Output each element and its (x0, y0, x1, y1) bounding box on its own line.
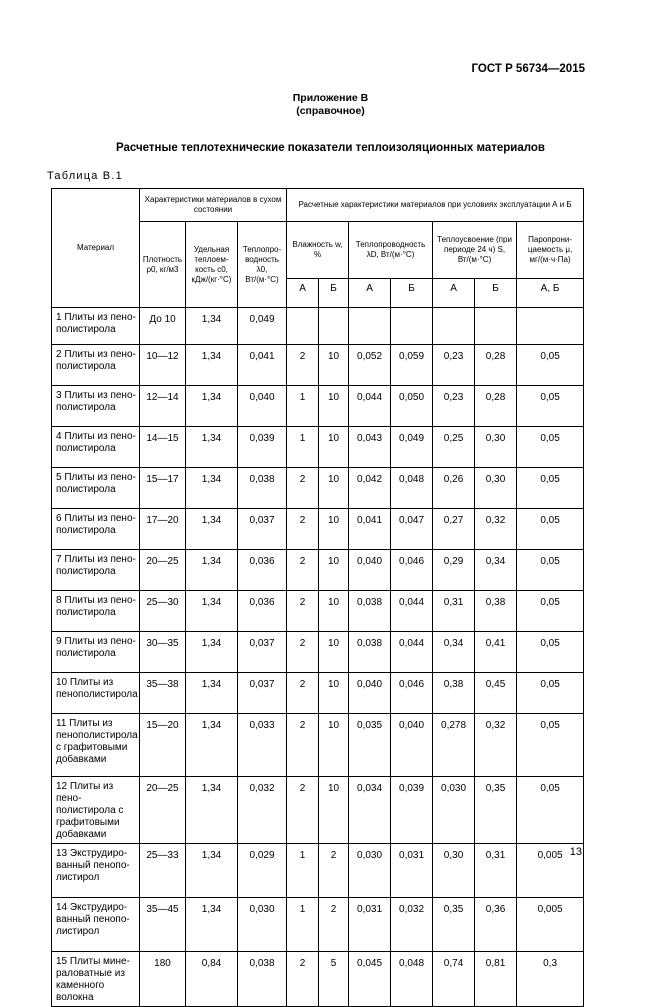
vapor-permeability-cell: 0,05 (517, 673, 584, 714)
conductivity-dry-cell: 0,036 (238, 550, 287, 591)
table-body (52, 308, 584, 1007)
header-conductivity: Теплопроводность λD, Вт/(м·°С) (349, 222, 433, 279)
density-cell: 25—33 (140, 844, 186, 898)
vapor-permeability-cell: 0,05 (517, 468, 584, 509)
density-cell: 20—25 (140, 777, 186, 844)
table-row (52, 952, 584, 1007)
absorption-b-cell: 0,32 (475, 714, 517, 777)
material-cell: 8 Плиты из пенополистирола (52, 591, 140, 632)
conductivity-b-cell: 0,050 (391, 386, 433, 427)
moisture-a-cell: 1 (287, 386, 319, 427)
absorption-b-cell: 0,34 (475, 550, 517, 591)
moisture-b-cell: 10 (319, 468, 349, 509)
moisture-a-cell: 2 (287, 632, 319, 673)
moisture-a-cell: 2 (287, 345, 319, 386)
moisture-a-cell: 2 (287, 509, 319, 550)
absorption-a-cell (433, 308, 475, 345)
sub-a: А (287, 279, 319, 308)
material-cell: 15 Плиты минераловатные из каменного волокна (52, 952, 140, 1007)
conductivity-b-cell: 0,049 (391, 427, 433, 468)
conductivity-b-cell: 0,040 (391, 714, 433, 777)
conductivity-a-cell: 0,040 (349, 673, 391, 714)
heat-capacity-cell: 1,34 (186, 777, 238, 844)
conductivity-dry-cell: 0,049 (238, 308, 287, 345)
table-row (52, 673, 584, 714)
heat-capacity-cell: 1,34 (186, 673, 238, 714)
conductivity-b-cell (391, 308, 433, 345)
heat-capacity-cell: 1,34 (186, 509, 238, 550)
heat-capacity-cell: 1,34 (186, 714, 238, 777)
absorption-b-cell: 0,38 (475, 591, 517, 632)
absorption-b-cell: 0,30 (475, 468, 517, 509)
appendix-heading (0, 92, 661, 118)
conductivity-a-cell: 0,042 (349, 468, 391, 509)
conductivity-a-cell: 0,034 (349, 777, 391, 844)
conductivity-a-cell: 0,031 (349, 898, 391, 952)
material-cell: 1 Плиты из пенополистирола (52, 308, 140, 345)
conductivity-a-cell: 0,030 (349, 844, 391, 898)
density-cell: 10—12 (140, 345, 186, 386)
conductivity-dry-cell: 0,038 (238, 952, 287, 1007)
moisture-b-cell: 10 (319, 345, 349, 386)
absorption-a-cell: 0,278 (433, 714, 475, 777)
moisture-a-cell: 2 (287, 591, 319, 632)
table-label: Таблица В.1 (47, 170, 123, 182)
vapor-permeability-cell: 0,05 (517, 345, 584, 386)
material-cell: 14 Экструдированный пенополистирол (52, 898, 140, 952)
conductivity-b-cell: 0,044 (391, 632, 433, 673)
moisture-b-cell: 10 (319, 714, 349, 777)
material-cell: 7 Плиты из пенополистирола (52, 550, 140, 591)
table-row (52, 386, 584, 427)
vapor-permeability-cell: 0,05 (517, 714, 584, 777)
heat-capacity-cell: 1,34 (186, 345, 238, 386)
conductivity-dry-cell: 0,032 (238, 777, 287, 844)
sub-a: А (349, 279, 391, 308)
table-row (52, 844, 584, 898)
absorption-b-cell (475, 308, 517, 345)
material-cell: 11 Плиты из пенополистирола с графитовыми добавками (52, 714, 140, 777)
absorption-a-cell: 0,30 (433, 844, 475, 898)
density-cell: 15—17 (140, 468, 186, 509)
moisture-b-cell: 10 (319, 673, 349, 714)
absorption-a-cell: 0,26 (433, 468, 475, 509)
heat-capacity-cell: 0,84 (186, 952, 238, 1007)
table-row (52, 427, 584, 468)
sub-ab: А, Б (517, 279, 584, 308)
conductivity-dry-cell: 0,033 (238, 714, 287, 777)
absorption-a-cell: 0,030 (433, 777, 475, 844)
table-row (52, 345, 584, 386)
moisture-a-cell: 1 (287, 844, 319, 898)
vapor-permeability-cell: 0,05 (517, 777, 584, 844)
density-cell: 30—35 (140, 632, 186, 673)
moisture-a-cell: 2 (287, 468, 319, 509)
absorption-b-cell: 0,35 (475, 777, 517, 844)
sub-a: А (433, 279, 475, 308)
table-row (52, 632, 584, 673)
header-moisture: Влажность w, % (287, 222, 349, 279)
table-row (52, 468, 584, 509)
heat-capacity-cell: 1,34 (186, 632, 238, 673)
header-conductivity-dry: Теплопроводность λ0, Вт/(м·°С) (238, 222, 287, 308)
absorption-a-cell: 0,27 (433, 509, 475, 550)
vapor-permeability-cell: 0,05 (517, 632, 584, 673)
table-row (52, 591, 584, 632)
sub-b: Б (391, 279, 433, 308)
absorption-b-cell: 0,41 (475, 632, 517, 673)
conductivity-dry-cell: 0,039 (238, 427, 287, 468)
material-cell: 10 Плиты из пенополистирола (52, 673, 140, 714)
conductivity-b-cell: 0,047 (391, 509, 433, 550)
heat-capacity-cell: 1,34 (186, 308, 238, 345)
absorption-a-cell: 0,23 (433, 345, 475, 386)
heat-capacity-cell: 1,34 (186, 386, 238, 427)
density-cell: 180 (140, 952, 186, 1007)
moisture-a-cell: 1 (287, 898, 319, 952)
vapor-permeability-cell: 0,05 (517, 386, 584, 427)
density-cell: 14—15 (140, 427, 186, 468)
vapor-permeability-cell: 0,05 (517, 427, 584, 468)
appendix-note: (справочное) (296, 105, 365, 117)
header-heat-absorption: Теплоусвоение (при периоде 24 ч) S, Вт/(м·°С) (433, 222, 517, 279)
absorption-a-cell: 0,38 (433, 673, 475, 714)
absorption-a-cell: 0,74 (433, 952, 475, 1007)
absorption-b-cell: 0,36 (475, 898, 517, 952)
vapor-permeability-cell (517, 308, 584, 345)
absorption-a-cell: 0,31 (433, 591, 475, 632)
moisture-b-cell: 5 (319, 952, 349, 1007)
header-vapor-permeability: Паропроницаемость μ, мг/(м·ч·Па) (517, 222, 584, 279)
table-row (52, 777, 584, 844)
conductivity-b-cell: 0,031 (391, 844, 433, 898)
conductivity-b-cell: 0,059 (391, 345, 433, 386)
conductivity-a-cell: 0,045 (349, 952, 391, 1007)
document-title: Расчетные теплотехнические показатели теплоизоляционных материалов (115, 142, 546, 154)
conductivity-b-cell: 0,032 (391, 898, 433, 952)
material-cell: 5 Плиты из пенополистирола (52, 468, 140, 509)
absorption-b-cell: 0,45 (475, 673, 517, 714)
moisture-a-cell: 2 (287, 714, 319, 777)
appendix-title: Приложение В (292, 92, 369, 104)
conductivity-dry-cell: 0,040 (238, 386, 287, 427)
conductivity-dry-cell: 0,036 (238, 591, 287, 632)
conductivity-b-cell: 0,048 (391, 468, 433, 509)
heat-capacity-cell: 1,34 (186, 427, 238, 468)
density-cell: До 10 (140, 308, 186, 345)
heat-capacity-cell: 1,34 (186, 550, 238, 591)
conductivity-a-cell (349, 308, 391, 345)
absorption-a-cell: 0,34 (433, 632, 475, 673)
moisture-a-cell: 2 (287, 952, 319, 1007)
conductivity-dry-cell: 0,030 (238, 898, 287, 952)
page-number: 13 (569, 846, 582, 858)
vapor-permeability-cell: 0,05 (517, 591, 584, 632)
density-cell: 20—25 (140, 550, 186, 591)
conductivity-b-cell: 0,039 (391, 777, 433, 844)
conductivity-dry-cell: 0,037 (238, 673, 287, 714)
absorption-a-cell: 0,35 (433, 898, 475, 952)
conductivity-a-cell: 0,038 (349, 591, 391, 632)
vapor-permeability-cell: 0,005 (517, 898, 584, 952)
density-cell: 25—30 (140, 591, 186, 632)
table-row (52, 898, 584, 952)
header-heat-capacity: Удельная теплоемкость c0, кДж/(кг·°С) (186, 222, 238, 308)
density-cell: 17—20 (140, 509, 186, 550)
conductivity-a-cell: 0,038 (349, 632, 391, 673)
density-cell: 12—14 (140, 386, 186, 427)
conductivity-dry-cell: 0,037 (238, 632, 287, 673)
density-cell: 35—38 (140, 673, 186, 714)
absorption-b-cell: 0,32 (475, 509, 517, 550)
header-operating-conditions: Расчетные характеристики материалов при условиях эксплуатации А и Б (287, 189, 584, 222)
material-cell: 12 Плиты из пенополистирола с графитовыми добавками (52, 777, 140, 844)
moisture-b-cell: 2 (319, 898, 349, 952)
moisture-b-cell: 10 (319, 386, 349, 427)
moisture-b-cell: 10 (319, 777, 349, 844)
absorption-a-cell: 0,23 (433, 386, 475, 427)
header-density: Плотность ρ0, кг/м3 (140, 222, 186, 308)
absorption-b-cell: 0,81 (475, 952, 517, 1007)
conductivity-dry-cell: 0,038 (238, 468, 287, 509)
heat-capacity-cell: 1,34 (186, 591, 238, 632)
conductivity-b-cell: 0,048 (391, 952, 433, 1007)
moisture-b-cell: 10 (319, 632, 349, 673)
conductivity-a-cell: 0,043 (349, 427, 391, 468)
material-cell: 6 Плиты из пенополистирола (52, 509, 140, 550)
material-cell: 4 Плиты из пенополистирола (52, 427, 140, 468)
moisture-a-cell: 1 (287, 427, 319, 468)
conductivity-dry-cell: 0,029 (238, 844, 287, 898)
moisture-a-cell (287, 308, 319, 345)
moisture-b-cell: 10 (319, 509, 349, 550)
header-dry-state: Характеристики материалов в сухом состоянии (140, 189, 287, 222)
density-cell: 15—20 (140, 714, 186, 777)
absorption-b-cell: 0,30 (475, 427, 517, 468)
moisture-b-cell: 10 (319, 550, 349, 591)
moisture-b-cell: 10 (319, 591, 349, 632)
moisture-b-cell (319, 308, 349, 345)
vapor-permeability-cell: 0,05 (517, 550, 584, 591)
sub-b: Б (475, 279, 517, 308)
vapor-permeability-cell: 0,05 (517, 509, 584, 550)
absorption-b-cell: 0,31 (475, 844, 517, 898)
conductivity-a-cell: 0,041 (349, 509, 391, 550)
heat-capacity-cell: 1,34 (186, 844, 238, 898)
table-row (52, 308, 584, 345)
moisture-b-cell: 2 (319, 844, 349, 898)
material-cell: 3 Плиты из пенополистирола (52, 386, 140, 427)
heat-capacity-cell: 1,34 (186, 898, 238, 952)
heat-capacity-cell: 1,34 (186, 468, 238, 509)
table-row (52, 714, 584, 777)
material-cell: 13 Экструдированный пенополистирол (52, 844, 140, 898)
moisture-a-cell: 2 (287, 777, 319, 844)
material-cell: 9 Плиты из пенополистирола (52, 632, 140, 673)
conductivity-a-cell: 0,040 (349, 550, 391, 591)
absorption-b-cell: 0,28 (475, 386, 517, 427)
conductivity-b-cell: 0,044 (391, 591, 433, 632)
standard-number: ГОСТ Р 56734—2015 (471, 63, 585, 75)
moisture-b-cell: 10 (319, 427, 349, 468)
vapor-permeability-cell: 0,3 (517, 952, 584, 1007)
moisture-a-cell: 2 (287, 673, 319, 714)
conductivity-b-cell: 0,046 (391, 673, 433, 714)
conductivity-a-cell: 0,044 (349, 386, 391, 427)
header-material: Материал (52, 189, 140, 308)
conductivity-a-cell: 0,052 (349, 345, 391, 386)
density-cell: 35—45 (140, 898, 186, 952)
material-cell: 2 Плиты из пенополистирола (52, 345, 140, 386)
vapor-permeability-cell: 0,005 (517, 844, 584, 898)
table-row (52, 509, 584, 550)
materials-table (51, 188, 584, 1007)
absorption-b-cell: 0,28 (475, 345, 517, 386)
table-row (52, 550, 584, 591)
moisture-a-cell: 2 (287, 550, 319, 591)
conductivity-a-cell: 0,035 (349, 714, 391, 777)
conductivity-dry-cell: 0,037 (238, 509, 287, 550)
sub-b: Б (319, 279, 349, 308)
absorption-a-cell: 0,29 (433, 550, 475, 591)
conductivity-b-cell: 0,046 (391, 550, 433, 591)
absorption-a-cell: 0,25 (433, 427, 475, 468)
conductivity-dry-cell: 0,041 (238, 345, 287, 386)
